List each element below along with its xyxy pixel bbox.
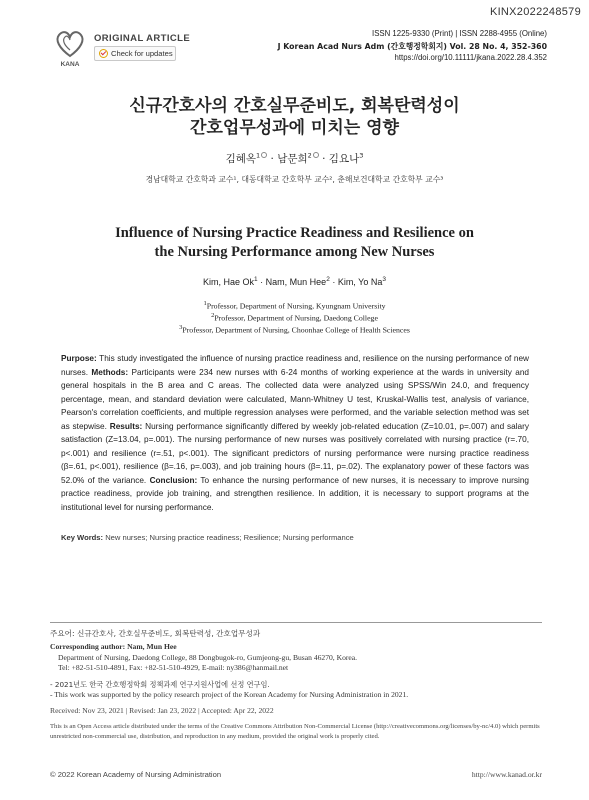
methods-text: Participants were 234 new nurses with 6-24 months of working experience at the wards in university and general hospitals in the B area and C areas. The collected data were analyzed using SPSS/Win 24.0, and frequency percentage, mean, and standard deviation were calculated, Mann-Whitney U test, Kruskal-Wallis test, analysis of variance, Pearson's correlation coefficients, and multiple regression analyses were performed, and the variable selection method was set as stepwise. [61, 367, 529, 431]
corresponding-author: Corresponding author: Nam, Mun Hee [50, 642, 177, 651]
korean-title-line-1: 신규간호사의 간호실무준비도, 회복탄력성이 [129, 96, 460, 116]
korean-title-line-2: 간호업무성과에 미치는 영향 [190, 118, 399, 138]
corresponding-contact: Tel: +82-51-510-4891, Fax: +82-51-510-4929, E-mail: ny386@hanmail.net [58, 663, 289, 672]
logo-text: KANA [60, 61, 80, 68]
copyright: © 2022 Korean Academy of Nursing Administration [50, 770, 222, 779]
korean-authors: 김혜옥$^1$ · 남문희$^2$ · 김요나$^3$ [225, 151, 364, 165]
keywords-text: New nurses; Nursing practice readiness; Resilience; Nursing performance [105, 533, 354, 542]
keywords-label: Key Words: [61, 533, 104, 542]
footnote-divider [50, 622, 542, 623]
english-affiliation-3: $^3$Professor, Department of Nursing, Choonhae College of Health Sciences [179, 324, 410, 335]
purpose-text: This study investigated the influence of nursing practice readiness and, resilience on the nursing performance of new nurses. [61, 354, 529, 377]
license-statement: This is an Open Access article distributed under the terms of the Creative Commons Attribution Non-Commercial License (http://creativecommons.org/licenses/by-nc/4.0) which permits unrestricted non-commercial use, distribution, and reproduction in any medium, provided the original work is properly cited. [50, 723, 540, 740]
english-authors: Kim, Hae $Ok^1$ · Nam, Mun Hee$^2$ · Kim, Yo Na$^3$ [203, 276, 386, 287]
english-affiliation-2: $^2$Professor, Department of Nursing, Daedong College [211, 312, 378, 323]
korean-author-2: 남문희 [277, 153, 308, 165]
conclusion-label: Conclusion: [149, 475, 198, 485]
doi-link[interactable]: https://doi.org/10.11111/jkana.2022.28.4.352 [394, 53, 547, 62]
article-type: ORIGINAL ARTICLE [94, 33, 191, 44]
kana-logo [51, 26, 89, 68]
english-title-line-1: Influence of Nursing Practice Readiness and Resilience on [115, 225, 474, 241]
english-author-3: Kim, Yo Na [337, 277, 383, 287]
korean-affiliations: 경남대학교 간호학과 교수¹, 대동대학교 간호학부 교수², 춘해보건대학교 간호학부 교수³ [145, 175, 444, 184]
english-affiliation-1: $^1$Professor, Department of Nursing, Kyungnam University [203, 300, 386, 311]
purpose-label: Purpose: [61, 354, 97, 363]
corresponding-address: Department of Nursing, Daedong College, 88 Dongbugok-ro, Gumjeong-gu, Busan 46270, Korea. [58, 653, 358, 662]
methods-label: Methods: [91, 367, 129, 377]
funding-note-english: - This work was supported by the policy research project of the Korean Academy for Nursing Administration in 2021. [50, 690, 409, 699]
journal-name: J Korean Acad Nurs Adm (간호행정학회지) Vol. 28 No. 4, 352-360 [277, 42, 547, 51]
website-link[interactable]: http://www.kanad.or.kr [471, 770, 542, 779]
check-updates-icon [99, 49, 108, 58]
korean-author-1: 김혜옥 [225, 153, 257, 165]
english-title-line-2: the Nursing Performance among New Nurses [154, 244, 435, 260]
check-updates-label: Check for updates [111, 49, 173, 58]
korean-author-3: 김요나 [328, 153, 360, 165]
document-code: KINX2022248579 [489, 6, 581, 18]
funding-note-korean: - 2021년도 한국 간호행정학회 정책과제 연구지원사업에 선정 연구임. [50, 680, 270, 689]
conclusion-text: To enhance the nursing performance of new nurses, it is necessary to improve nursing practice readiness, provide job training, and strengthen resilience. In addition, it is necessary to support programs at the institutional level for nursing performance. [61, 475, 529, 512]
keywords [61, 533, 354, 542]
check-updates-button[interactable] [94, 46, 176, 61]
english-author-1: Kim, Hae Ok [203, 277, 255, 287]
korean-keywords: 주요어: 신규간호사, 간호실무준비도, 회복탄력성, 간호업무성과 [50, 629, 261, 638]
english-author-2: Nam, Mun Hee [265, 277, 327, 287]
results-label: Results: [109, 421, 143, 431]
issn: ISSN 1225-9330 (Print) | ISSN 2288-4955 (Online) [372, 29, 547, 38]
orcid-icon[interactable] [313, 152, 319, 158]
results-text: Nursing performance significantly differed by weekly job-related education (Z=10.01, p=.007) and salary satisfaction (Z=13.04, p=.001). The nursing performance of new nurses was positively correlated with nursing practice (r=.70, p<.001) and resilience (r=.51, p<.001). The significant predictors of nursing performance were nursing practice readiness (β=.61, p<.001), resilience (β=.16, p=.003), and job training hours (β=.11, p=.02). The explanatory power of these factors was 52.0% of the variance. [61, 421, 529, 485]
orcid-icon[interactable] [261, 152, 267, 158]
abstract [61, 352, 529, 514]
submission-dates: Received: Nov 23, 2021 | Revised: Jan 23, 2022 | Accepted: Apr 22, 2022 [50, 706, 274, 715]
